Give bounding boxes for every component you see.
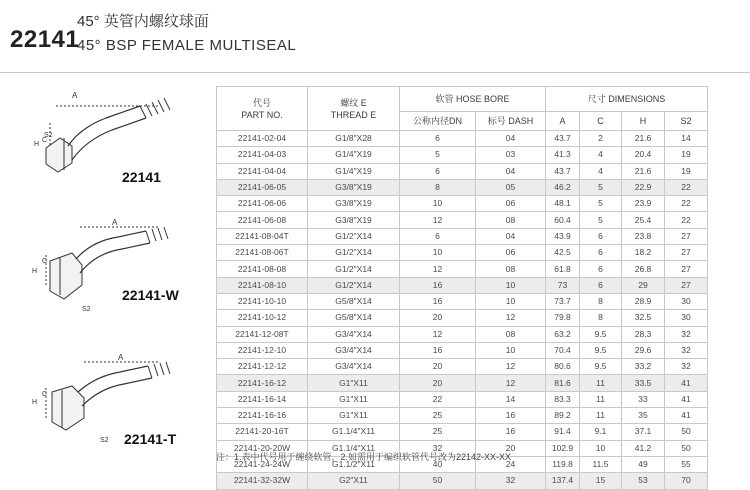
cell-thread: G1/2"X14 [308, 228, 400, 244]
cell-part-no: 22141-10-12 [217, 310, 308, 326]
col-header-thread [308, 87, 400, 131]
cell-h: 41.2 [622, 440, 665, 456]
cell-h: 35 [622, 408, 665, 424]
col-header-part-no [217, 87, 308, 131]
cell-a: 137.4 [546, 473, 580, 489]
cell-h: 29 [622, 277, 665, 293]
cell-s2: 41 [665, 391, 708, 407]
cell-part-no: 22141-08-08 [217, 261, 308, 277]
fitting-22141-svg [20, 88, 200, 188]
cell-dn: 16 [400, 293, 476, 309]
cell-part-no: 22141-12-10 [217, 342, 308, 358]
cell-part-no: 22141-12-12 [217, 359, 308, 375]
table-row [217, 147, 708, 163]
dim-c-label: C [42, 137, 48, 144]
cell-a: 80.6 [546, 359, 580, 375]
cell-c: 9.1 [580, 424, 622, 440]
cell-part-no: 22141-06-05 [217, 179, 308, 195]
cell-part-no: 22141-02-04 [217, 131, 308, 147]
dim-s2-label: S2 [100, 437, 109, 444]
title-english: 45° BSP FEMALE MULTISEAL [77, 37, 297, 54]
cell-h: 33.2 [622, 359, 665, 375]
cell-dash: 08 [476, 212, 546, 228]
cell-a: 61.8 [546, 261, 580, 277]
cell-a: 43.9 [546, 228, 580, 244]
variant-label-22141-w: 22141-W [122, 287, 179, 303]
col-header-hose-bore: 软管 HOSE BORE [400, 87, 546, 112]
cell-c: 10 [580, 440, 622, 456]
cell-s2: 30 [665, 293, 708, 309]
cell-s2: 22 [665, 179, 708, 195]
table-row [217, 196, 708, 212]
cell-h: 33 [622, 391, 665, 407]
cell-dn: 32 [400, 440, 476, 456]
cell-dn: 25 [400, 424, 476, 440]
cell-dash: 20 [476, 440, 546, 456]
cell-dash: 14 [476, 391, 546, 407]
cell-part-no: 22141-16-12 [217, 375, 308, 391]
cell-a: 70.4 [546, 342, 580, 358]
cell-h: 21.6 [622, 131, 665, 147]
cell-thread: G3/4"X14 [308, 326, 400, 342]
cell-s2: 32 [665, 359, 708, 375]
dim-s2-label: S2 [44, 132, 53, 139]
cell-s2: 41 [665, 375, 708, 391]
cell-s2: 32 [665, 342, 708, 358]
cell-s2: 27 [665, 245, 708, 261]
cell-s2: 55 [665, 456, 708, 472]
cell-thread: G1/4"X19 [308, 163, 400, 179]
cell-a: 42.5 [546, 245, 580, 261]
cell-part-no: 22141-12-08T [217, 326, 308, 342]
cell-s2: 41 [665, 408, 708, 424]
cell-s2: 19 [665, 163, 708, 179]
cell-thread: G1"X11 [308, 391, 400, 407]
cell-dn: 20 [400, 359, 476, 375]
cell-thread: G1.1/4"X11 [308, 424, 400, 440]
cell-c: 6 [580, 245, 622, 261]
cell-s2: 27 [665, 228, 708, 244]
cell-s2: 22 [665, 212, 708, 228]
cell-dn: 20 [400, 375, 476, 391]
cell-thread: G1/2"X14 [308, 277, 400, 293]
cell-h: 29.6 [622, 342, 665, 358]
cell-c: 5 [580, 212, 622, 228]
cell-thread: G1.1/4"X11 [308, 440, 400, 456]
cell-dn: 50 [400, 473, 476, 489]
cell-thread: G2"X11 [308, 473, 400, 489]
cell-c: 9.5 [580, 326, 622, 342]
table-row [217, 310, 708, 326]
cell-a: 81.6 [546, 375, 580, 391]
footnote: 注：1.表中代号用于缠绕软管，2.如需用于编织软管代号改为22142-XX-XX [216, 452, 512, 462]
cell-a: 83.3 [546, 391, 580, 407]
col-header-part-en: PART NO. [241, 109, 283, 120]
cell-dash: 08 [476, 326, 546, 342]
cell-s2: 70 [665, 473, 708, 489]
cell-a: 60.4 [546, 212, 580, 228]
cell-c: 8 [580, 310, 622, 326]
table-row [217, 408, 708, 424]
cell-c: 4 [580, 147, 622, 163]
dim-h-label: H [32, 399, 38, 406]
cell-thread: G1/4"X19 [308, 147, 400, 163]
cell-part-no: 22141-24-24W [217, 456, 308, 472]
table-row [217, 391, 708, 407]
cell-dn: 40 [400, 456, 476, 472]
col-header-c: C [580, 112, 622, 131]
cell-a: 119.8 [546, 456, 580, 472]
dim-s2-label: S2 [82, 306, 91, 313]
cell-dash: 12 [476, 375, 546, 391]
dim-a-label: A [72, 91, 78, 100]
cell-h: 25.4 [622, 212, 665, 228]
cell-s2: 14 [665, 131, 708, 147]
cell-dn: 12 [400, 261, 476, 277]
cell-s2: 32 [665, 326, 708, 342]
table-row [217, 179, 708, 195]
cell-part-no: 22141-06-08 [217, 212, 308, 228]
table-row [217, 293, 708, 309]
cell-part-no: 22141-32-32W [217, 473, 308, 489]
cell-c: 5 [580, 196, 622, 212]
cell-dn: 5 [400, 147, 476, 163]
cell-dash: 16 [476, 408, 546, 424]
product-code: 22141 [10, 26, 80, 53]
cell-h: 33.5 [622, 375, 665, 391]
cell-dn: 8 [400, 179, 476, 195]
cell-a: 63.2 [546, 326, 580, 342]
cell-c: 11 [580, 375, 622, 391]
cell-dash: 12 [476, 359, 546, 375]
variant-label-22141: 22141 [122, 169, 161, 185]
cell-thread: G1/2"X14 [308, 245, 400, 261]
cell-a: 48.1 [546, 196, 580, 212]
cell-c: 5 [580, 179, 622, 195]
cell-part-no: 22141-04-03 [217, 147, 308, 163]
table-row [217, 245, 708, 261]
cell-dash: 08 [476, 261, 546, 277]
table-row [217, 131, 708, 147]
cell-dash: 06 [476, 196, 546, 212]
cell-a: 102.9 [546, 440, 580, 456]
cell-thread: G1/2"X14 [308, 261, 400, 277]
cell-c: 6 [580, 228, 622, 244]
col-header-dash: 标号 DASH [476, 112, 546, 131]
table-row [217, 375, 708, 391]
cell-c: 6 [580, 277, 622, 293]
cell-a: 46.2 [546, 179, 580, 195]
cell-part-no: 22141-16-16 [217, 408, 308, 424]
cell-dash: 04 [476, 228, 546, 244]
cell-a: 79.8 [546, 310, 580, 326]
cell-part-no: 22141-08-06T [217, 245, 308, 261]
cell-dash: 06 [476, 245, 546, 261]
cell-h: 28.9 [622, 293, 665, 309]
cell-c: 11 [580, 391, 622, 407]
cell-dash: 32 [476, 473, 546, 489]
dim-h-label: H [32, 268, 38, 275]
header-divider [0, 72, 750, 73]
cell-part-no: 22141-08-04T [217, 228, 308, 244]
cell-h: 23.9 [622, 196, 665, 212]
cell-dash: 03 [476, 147, 546, 163]
cell-part-no: 22141-20-16T [217, 424, 308, 440]
title-chinese: 45° 英管内螺纹球面 [77, 13, 209, 30]
cell-h: 20.4 [622, 147, 665, 163]
col-header-h: H [622, 112, 665, 131]
cell-thread: G3/8"X19 [308, 212, 400, 228]
cell-s2: 50 [665, 424, 708, 440]
col-header-part-cn: 代号 [252, 97, 271, 108]
table-row [217, 277, 708, 293]
cell-c: 11 [580, 408, 622, 424]
col-header-thread-cn: 螺纹 E [340, 97, 367, 108]
col-header-dn: 公称内径DN [400, 112, 476, 131]
cell-dash: 10 [476, 277, 546, 293]
cell-dn: 10 [400, 196, 476, 212]
cell-part-no: 22141-20-20W [217, 440, 308, 456]
cell-h: 49 [622, 456, 665, 472]
cell-c: 9.5 [580, 359, 622, 375]
cell-s2: 19 [665, 147, 708, 163]
cell-dn: 6 [400, 163, 476, 179]
dim-c-label: C [42, 391, 48, 398]
cell-c: 9.5 [580, 342, 622, 358]
cell-a: 89.2 [546, 408, 580, 424]
table-row [217, 473, 708, 489]
cell-part-no: 22141-08-10 [217, 277, 308, 293]
col-header-s2: S2 [665, 112, 708, 131]
cell-h: 32.5 [622, 310, 665, 326]
cell-h: 53 [622, 473, 665, 489]
cell-a: 91.4 [546, 424, 580, 440]
table-row [217, 359, 708, 375]
cell-dn: 20 [400, 310, 476, 326]
cell-dash: 24 [476, 456, 546, 472]
col-header-thread-en: THREAD E [330, 109, 377, 120]
cell-dash: 05 [476, 179, 546, 195]
cell-thread: G5/8"X14 [308, 310, 400, 326]
cell-thread: G5/8"X14 [308, 293, 400, 309]
col-header-dimensions: 尺寸 DIMENSIONS [546, 87, 708, 112]
dim-a-label: A [112, 218, 118, 227]
table-row [217, 163, 708, 179]
dim-h-label: H [34, 141, 40, 148]
table-row [217, 228, 708, 244]
cell-a: 41.3 [546, 147, 580, 163]
cell-s2: 22 [665, 196, 708, 212]
cell-part-no: 22141-04-04 [217, 163, 308, 179]
cell-s2: 30 [665, 310, 708, 326]
cell-dash: 12 [476, 310, 546, 326]
cell-s2: 50 [665, 440, 708, 456]
cell-h: 23.8 [622, 228, 665, 244]
fitting-drawing-22141 [20, 88, 200, 188]
cell-dash: 04 [476, 163, 546, 179]
cell-s2: 27 [665, 277, 708, 293]
cell-c: 11.5 [580, 456, 622, 472]
cell-dash: 04 [476, 131, 546, 147]
cell-dn: 10 [400, 245, 476, 261]
cell-thread: G3/8"X19 [308, 179, 400, 195]
dim-a-label: A [118, 353, 124, 362]
cell-dn: 12 [400, 326, 476, 342]
cell-thread: G1/8"X28 [308, 131, 400, 147]
table-body [217, 131, 708, 490]
col-header-a: A [546, 112, 580, 131]
cell-c: 8 [580, 293, 622, 309]
cell-thread: G1.1/2"X11 [308, 456, 400, 472]
cell-c: 2 [580, 131, 622, 147]
cell-c: 4 [580, 163, 622, 179]
cell-h: 26.8 [622, 261, 665, 277]
cell-thread: G3/8"X19 [308, 196, 400, 212]
cell-dn: 25 [400, 408, 476, 424]
cell-dn: 16 [400, 277, 476, 293]
cell-h: 37.1 [622, 424, 665, 440]
cell-dn: 22 [400, 391, 476, 407]
table-row [217, 326, 708, 342]
cell-a: 73 [546, 277, 580, 293]
table-row [217, 212, 708, 228]
cell-h: 22.9 [622, 179, 665, 195]
cell-thread: G1"X11 [308, 375, 400, 391]
dimensions-table [216, 86, 708, 490]
cell-c: 6 [580, 261, 622, 277]
table-row [217, 261, 708, 277]
cell-s2: 27 [665, 261, 708, 277]
cell-part-no: 22141-16-14 [217, 391, 308, 407]
cell-dn: 16 [400, 342, 476, 358]
cell-thread: G3/4"X14 [308, 342, 400, 358]
dim-c-label: C [42, 258, 48, 265]
cell-dash: 10 [476, 342, 546, 358]
cell-a: 73.7 [546, 293, 580, 309]
cell-dash: 16 [476, 424, 546, 440]
cell-c: 15 [580, 473, 622, 489]
table-row [217, 342, 708, 358]
cell-h: 21.6 [622, 163, 665, 179]
cell-dn: 6 [400, 131, 476, 147]
table-row [217, 424, 708, 440]
cell-dash: 10 [476, 293, 546, 309]
cell-thread: G3/4"X14 [308, 359, 400, 375]
cell-dn: 12 [400, 212, 476, 228]
cell-dn: 6 [400, 228, 476, 244]
cell-thread: G1"X11 [308, 408, 400, 424]
cell-h: 18.2 [622, 245, 665, 261]
cell-part-no: 22141-06-06 [217, 196, 308, 212]
cell-a: 43.7 [546, 131, 580, 147]
cell-a: 43.7 [546, 163, 580, 179]
variant-label-22141-t: 22141-T [124, 431, 177, 447]
cell-part-no: 22141-10-10 [217, 293, 308, 309]
cell-h: 28.3 [622, 326, 665, 342]
